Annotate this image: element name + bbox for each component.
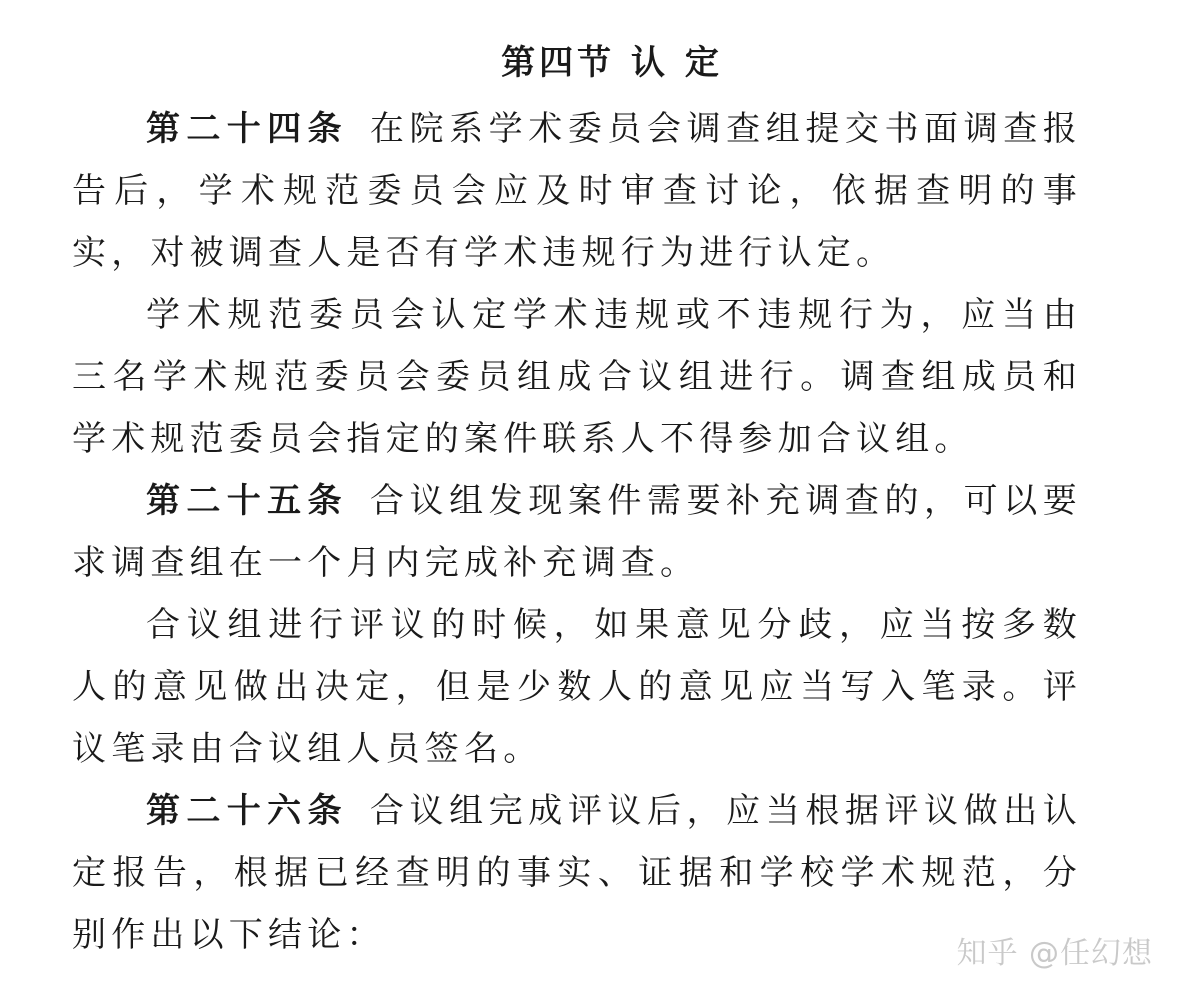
paragraph-article-25 <box>72 470 1082 594</box>
paragraph-text: 合议组完成评议后，应当根据评议做出认定报告，根据已经查明的事实、证据和学校学术规范，分别作出以下结论： <box>72 791 1083 955</box>
paragraph-text: 学术规范委员会认定学术违规或不违规行为，应当由三名学术规范委员会委员组成合议组进行。调查组成员和学术规范委员会指定的案件联系人不得参加合议组。 <box>72 295 1082 459</box>
paragraph-article-24 <box>72 98 1082 284</box>
article-number: 第二十四条 <box>146 109 348 149</box>
document-page <box>72 28 1082 966</box>
paragraph-deliberation <box>72 594 1082 780</box>
watermark: 知乎 @任幻想 <box>956 936 1153 971</box>
paragraph-panel-composition <box>72 284 1082 470</box>
paragraph-text: 在院系学术委员会调查组提交书面调查报告后，学术规范委员会应及时审查讨论，依据查明的事实，对被调查人是否有学术违规行为进行认定。 <box>72 109 1083 273</box>
paragraph-text: 合议组进行评议的时候，如果意见分歧，应当按多数人的意见做出决定，但是少数人的意见应当写入笔录。评议笔录由合议组人员签名。 <box>72 605 1082 769</box>
article-number: 第二十五条 <box>146 481 348 521</box>
paragraph-article-26 <box>72 780 1082 966</box>
section-title: 第四节 认 定 <box>501 43 723 83</box>
article-number: 第二十六条 <box>146 791 348 831</box>
paragraph-text: 合议组发现案件需要补充调查的，可以要求调查组在一个月内完成补充调查。 <box>72 481 1083 583</box>
